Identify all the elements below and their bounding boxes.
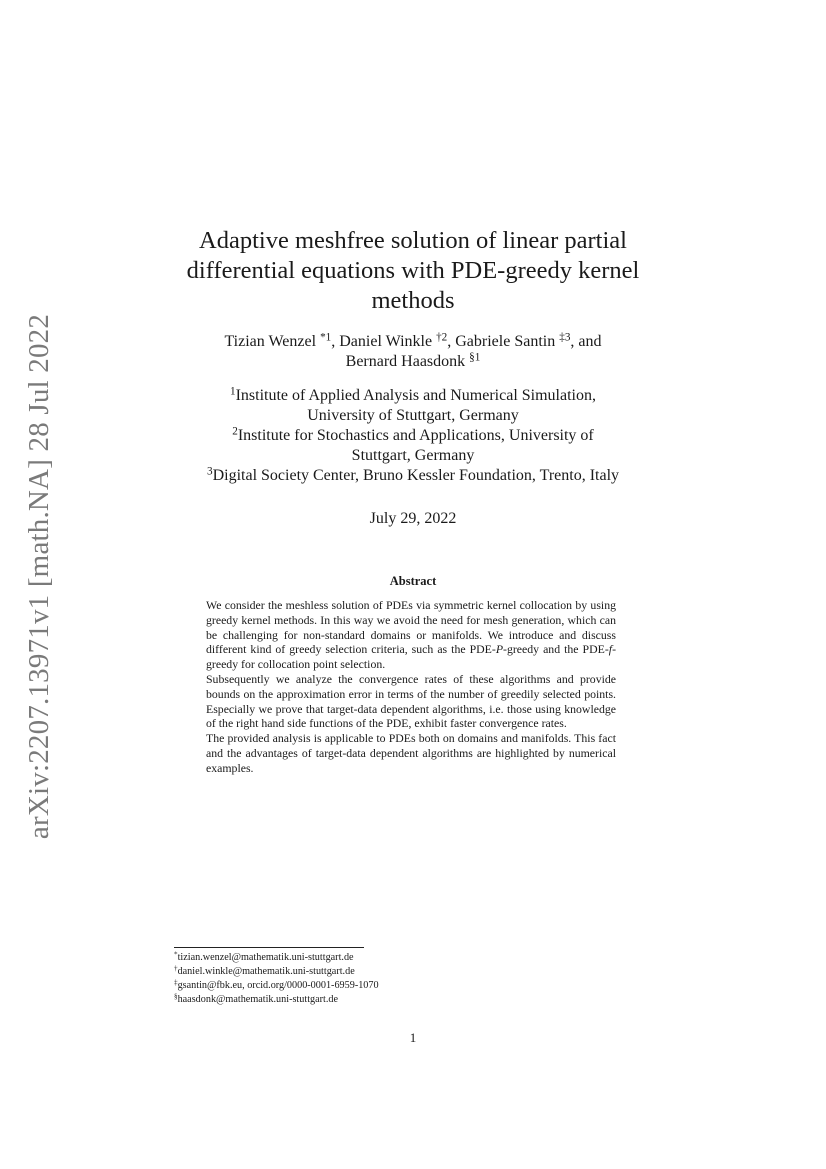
affiliation-text: Digital Society Center, Bruno Kessler Foundation, Trento, Italy [212,467,620,484]
footnote-mark: § [174,992,178,1001]
abstract-text: -greedy and the PDE- [503,642,609,657]
author-name: Tizian Wenzel [224,333,317,350]
math-symbol: f [608,642,613,657]
math-symbol: P [495,642,504,657]
footnote [174,979,654,993]
abstract-text: We consider the meshless solution of PDEs via symmetric kernel collocation by using greedy kernel methods. In this way we avoid the need for mesh generation, which can be challenging for non-standard domains or manifolds. We introduce and discuss different kind of greedy selection criteria, such as the PDE- [206,598,616,657]
author-name: Daniel Winkle [339,333,433,350]
footnote [174,993,654,1007]
publication-date: July 29, 2022 [369,510,457,527]
abstract-paragraph [206,598,616,672]
footnote-email: gsantin@fbk.eu, orcid.org/0000-0001-6959-1070 [177,980,379,991]
footnote-email: daniel.winkle@mathematik.uni-stuttgart.de [177,966,355,977]
affiliation-1 [130,386,696,426]
author-name: Gabriele Santin [455,333,556,350]
author-name: Bernard Haasdonk [345,353,466,370]
abstract-paragraph: Subsequently we analyze the convergence rates of these algorithms and provide bounds on the approximation error in terms of the number of greedily selected points. Especially we prove that target-data dependent algorithms, i.e. those using knowledge of the right hand side functions of the PDE, exhibit faster convergence rates. [206,671,616,731]
footnote-email: haasdonk@mathematik.uni-stuttgart.de [177,994,339,1005]
author-list [160,332,666,372]
author-separator: , [331,333,336,350]
page-number: 1 [409,1030,417,1045]
author-separator: , [447,333,452,350]
arxiv-identifier-text: arXiv:2207.13971v1 [math.NA] 28 Jul 2022 [23,313,56,839]
footnote-list [174,951,654,1007]
abstract-text: -greedy for collocation point selection. [206,642,616,672]
author-mark: §1 [469,351,481,364]
author-mark: *1 [320,331,332,344]
affiliation-list [130,386,696,486]
affiliation-text: University of Stuttgart, Germany [307,407,519,424]
footnote-mark: † [174,964,178,973]
affiliation-2 [130,426,696,466]
affiliation-text: Stuttgart, Germany [351,447,475,464]
abstract-heading: Abstract [389,574,437,588]
arxiv-identifier-stamp [20,313,60,839]
abstract-paragraph: The provided analysis is applicable to PDEs both on domains and manifolds. This fact and the advantages of target-data dependent algorithms are highlighted by numerical examples. [206,731,616,775]
affiliation-3 [130,466,696,486]
affiliation-text: Institute of Applied Analysis and Numerical Simulation, [235,387,596,404]
affiliation-number: 1 [230,385,236,398]
author-line-2 [160,352,666,372]
footnote [174,951,654,965]
footnote-mark: * [174,950,178,959]
author-line-1 [160,332,666,352]
author-mark: †2 [436,331,448,344]
abstract-body [206,598,616,776]
footnote-email: tizian.wenzel@mathematik.uni-stuttgart.de [177,952,354,963]
affiliation-number: 3 [206,465,213,478]
title-line-2: differential equations with PDE-greedy kernel [186,257,640,284]
title-line-1: Adaptive meshfree solution of linear partial [199,227,627,254]
footnote-mark: ‡ [174,978,178,987]
footnote [174,965,654,979]
affiliation-text: Institute for Stochastics and Applications, University of [237,427,594,444]
affiliation-number: 2 [232,425,238,438]
paper-title [160,226,666,316]
author-mark: ‡3 [559,331,571,344]
footnote-divider [174,947,364,948]
title-line-3: methods [371,287,455,314]
author-conjunction: , and [570,333,602,350]
